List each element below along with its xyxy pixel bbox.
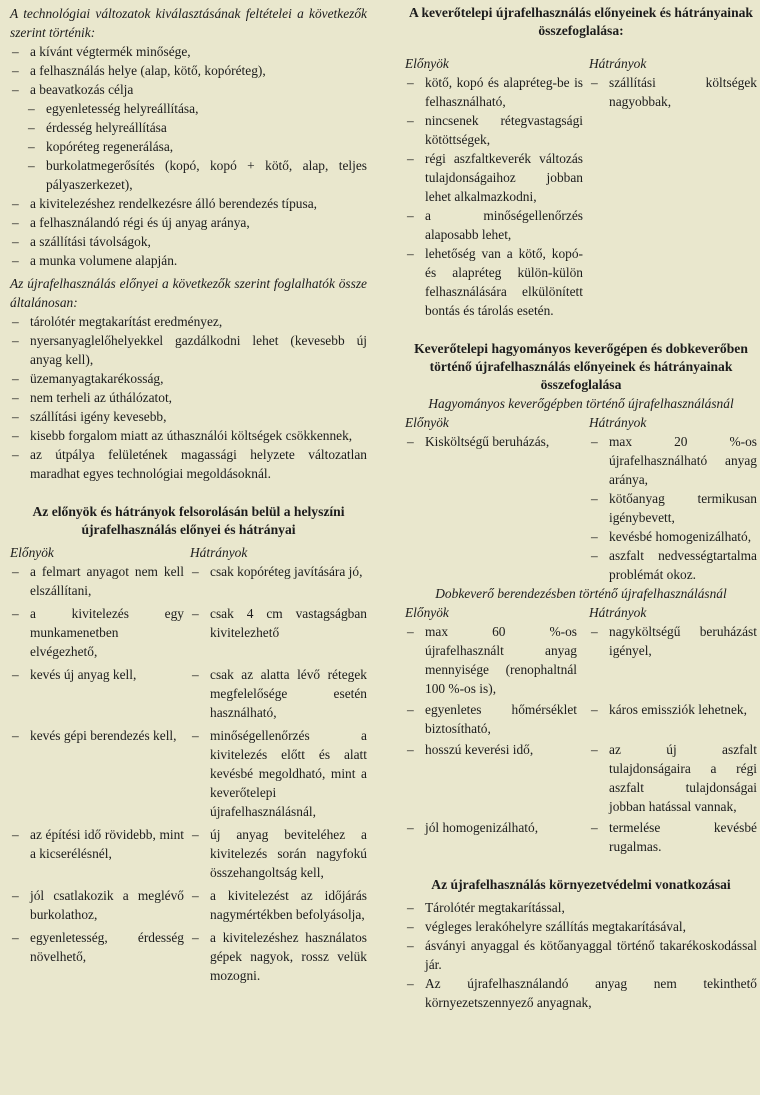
- plant-pros-column: [405, 54, 583, 320]
- cons-list: [589, 73, 757, 111]
- list-item: – az útpálya felületének magassági helyzete változatlan maradhat egyes technológiai megoldásoknál.: [10, 445, 367, 483]
- cons-list: [190, 562, 367, 600]
- list-item: – egyenletesség helyreállítása,: [10, 99, 367, 118]
- cons-list: [190, 886, 367, 924]
- list-item: – a kívánt végtermék minősége,: [10, 42, 367, 61]
- pros-list: [405, 432, 583, 451]
- list-item: – kisebb forgalom miatt az úthasználói költségek csökkennek,: [10, 426, 367, 445]
- pros-header: Előnyök: [405, 415, 449, 430]
- list-item: – régi aszfaltkeverék változás tulajdonságaihoz jobban lehet alkalmazkodni,: [405, 149, 583, 206]
- pros-list: [10, 726, 184, 821]
- pros-list: [405, 818, 577, 856]
- pro-item: – egyenletesség, érdesség növelhető,: [10, 928, 184, 966]
- pro-con-row: [10, 562, 367, 600]
- list-item: – aszfalt nedvességtartalma problémát okoz.: [589, 546, 757, 584]
- intro-selection-criteria: A technológiai változatok kiválasztásának feltételei a következők szerint történik:: [10, 6, 367, 40]
- list-item: – a szállítási távolságok,: [10, 232, 367, 251]
- section-title-environment: Az újrafelhasználás környezetvédelmi vonatkozásai: [431, 877, 731, 892]
- pros-list: [405, 73, 583, 320]
- traditional-pros-column: [405, 413, 583, 584]
- list-item: – a minőségellenőrzés alaposabb lehet,: [405, 206, 583, 244]
- con-item: – csak kopóréteg javítására jó,: [190, 562, 367, 581]
- list-item: – nyersanyaglelőhelyekkel gazdálkodni lehet (kevesebb új anyag kell),: [10, 331, 367, 369]
- list-item: – lehetőség van a kötő, kopó- és alapréteg külön-külön felhasználására elkülönített bontás és tárolás esetén.: [405, 244, 583, 320]
- pro-con-row: [405, 622, 757, 698]
- list-item: – kötő, kopó és alapréteg-be is felhasználható,: [405, 73, 583, 111]
- left-column: [10, 4, 367, 985]
- list-item: – Tárolótér megtakarítással,: [405, 898, 757, 917]
- cons-header: Hátrányok: [589, 56, 647, 71]
- pro-con-row: [405, 700, 757, 738]
- list-item: – kopóréteg regenerálása,: [10, 137, 367, 156]
- cons-list: [589, 700, 757, 738]
- pro-item: – hosszú keverési idő,: [405, 740, 577, 759]
- list-item: – burkolatmegerősítés (kopó, kopó + kötő, alap, teljes pályaszerkezet),: [10, 156, 367, 194]
- pros-list: [10, 562, 184, 600]
- cons-list: [190, 604, 367, 661]
- pro-item: – egyenletes hőmérséklet biztosítható,: [405, 700, 577, 738]
- pro-item: – jól homogenizálható,: [405, 818, 577, 837]
- onsite-pairs: [10, 562, 367, 985]
- intro-advantages: Az újrafelhasználás előnyei a következők szerint foglalhatók össze általánosan:: [10, 276, 367, 310]
- pro-con-row: [10, 825, 367, 882]
- onsite-headers: [10, 543, 367, 562]
- con-item: – a kivitelezéshez használatos gépek nagyok, rossz velük mozogni.: [190, 928, 367, 985]
- pro-item: – kevés új anyag kell,: [10, 665, 184, 684]
- cons-list: [190, 928, 367, 985]
- con-item: – csak 4 cm vastagságban kivitelezhető: [190, 604, 367, 642]
- list-item: – a munka volumene alapján.: [10, 251, 367, 270]
- cons-list: [589, 432, 757, 584]
- pros-list: [10, 886, 184, 924]
- pro-item: – a felmart anyagot nem kell elszállítani,: [10, 562, 184, 600]
- cons-list: [589, 622, 757, 698]
- list-item: – a felhasználandó régi és új anyag aránya,: [10, 213, 367, 232]
- pro-con-row: [10, 886, 367, 924]
- pros-header: Előnyök: [10, 545, 54, 560]
- criteria-list-continued: [10, 194, 367, 270]
- con-item: – nagyköltségű beruházást igényel,: [589, 622, 757, 660]
- pro-con-row: [10, 604, 367, 661]
- pro-con-row: [10, 928, 367, 985]
- pro-con-row: [10, 726, 367, 821]
- section-title-plant: A keverőtelepi újrafelhasználás előnyeinek és hátrányainak összefoglalása:: [409, 5, 753, 38]
- con-item: – minőségellenőrzés a kivitelezés előtt és alatt kevésbé megoldható, mint a keverőtelepi újrafelhasználásnál,: [190, 726, 367, 821]
- list-item: – üzemanyagtakarékosság,: [10, 369, 367, 388]
- pros-list: [405, 700, 577, 738]
- list-item: – kevésbé homogenizálható,: [589, 527, 757, 546]
- list-item: – végleges lerakóhelyre szállítás megtakarításával,: [405, 917, 757, 936]
- pro-con-row: [405, 740, 757, 816]
- cons-list: [190, 825, 367, 882]
- criteria-sublist: [10, 99, 367, 194]
- cons-header: Hátrányok: [589, 605, 647, 620]
- list-item: – max 20 %-os újrafelhasználható anyag aránya,: [589, 432, 757, 489]
- con-item: – új anyag beviteléhez a kivitelezés során nagyfokú összehangoltság kell,: [190, 825, 367, 882]
- list-item: – érdesség helyreállítása: [10, 118, 367, 137]
- cons-list: [589, 818, 757, 856]
- environment-list: [405, 898, 757, 1012]
- pro-con-row: [405, 818, 757, 856]
- plant-columns: [405, 54, 757, 320]
- list-item: – nem terheli az úthálózatot,: [10, 388, 367, 407]
- cons-header: Hátrányok: [190, 545, 248, 560]
- list-item: – Az újrafelhasználandó anyag nem tekinthető környezetszennyező anyagnak,: [405, 974, 757, 1012]
- pro-item: – jól csatlakozik a meglévő burkolathoz,: [10, 886, 184, 924]
- pros-list: [10, 928, 184, 985]
- pro-item: – a kivitelezés egy munkamenetben elvégezhető,: [10, 604, 184, 661]
- section-title-mixers: Keverőtelepi hagyományos keverőgépen és dobkeverőben történő újrafelhasználás előnyeinek és hátrányainak összefoglalása: [414, 341, 748, 392]
- criteria-list: [10, 42, 367, 99]
- pro-item: – kevés gépi berendezés kell,: [10, 726, 184, 745]
- pro-item: – az építési idő rövidebb, mint a kicserélésnél,: [10, 825, 184, 863]
- traditional-cons-column: [589, 413, 757, 584]
- list-item: – a felhasználás helye (alap, kötő, kopóréteg),: [10, 61, 367, 80]
- pro-item: – max 60 %-os újrafelhasznált anyag mennyisége (renophaltnál 100 %-os is),: [405, 622, 577, 698]
- cons-header: Hátrányok: [589, 415, 647, 430]
- pros-list: [10, 604, 184, 661]
- pros-header: Előnyök: [405, 56, 449, 71]
- list-item: – szállítási igény kevesebb,: [10, 407, 367, 426]
- list-item: – a kivitelezéshez rendelkezésre álló berendezés típusa,: [10, 194, 367, 213]
- drum-headers: [405, 603, 757, 622]
- list-item: – ásványi anyaggal és kötőanyaggal történő takarékoskodással jár.: [405, 936, 757, 974]
- pro-con-row: [10, 665, 367, 722]
- subheading-drum-mixer: Dobkeverő berendezésben történő újrafelhasználásnál: [435, 586, 727, 601]
- list-item: – szállítási költségek nagyobbak,: [589, 73, 757, 111]
- plant-cons-column: [589, 54, 757, 320]
- pros-list: [405, 622, 577, 698]
- list-item: – kötőanyag termikusan igénybevett,: [589, 489, 757, 527]
- cons-list: [190, 726, 367, 821]
- section-title-onsite: Az előnyök és hátrányok felsorolásán belül a helyszíni újrafelhasználás előnyei és hátrányai: [32, 504, 345, 537]
- con-item: – termelése kevésbé rugalmas.: [589, 818, 757, 856]
- pros-list: [10, 665, 184, 722]
- list-item: – a beavatkozás célja: [10, 80, 367, 99]
- con-item: – az új aszfalt tulajdonságaira a régi aszfalt tulajdonságai jobban hatással vannak,: [589, 740, 757, 816]
- traditional-columns: [405, 413, 757, 584]
- pros-header: Előnyök: [405, 605, 449, 620]
- list-item: – Kisköltségű beruházás,: [405, 432, 583, 451]
- con-item: – csak az alatta lévő rétegek megfelelősége esetén használható,: [190, 665, 367, 722]
- drum-pairs: [405, 622, 757, 856]
- pros-list: [405, 740, 577, 816]
- list-item: – tárolótér megtakarítást eredményez,: [10, 312, 367, 331]
- con-item: – a kivitelezést az időjárás nagymértékben befolyásolja,: [190, 886, 367, 924]
- con-item: – káros emissziók lehetnek,: [589, 700, 757, 719]
- cons-list: [190, 665, 367, 722]
- pros-list: [10, 825, 184, 882]
- right-column: [405, 4, 757, 1012]
- subheading-traditional-mixer: Hagyományos keverőgépben történő újrafelhasználásnál: [428, 396, 734, 411]
- cons-list: [589, 740, 757, 816]
- advantages-list: [10, 312, 367, 483]
- list-item: – nincsenek rétegvastagsági kötöttségek,: [405, 111, 583, 149]
